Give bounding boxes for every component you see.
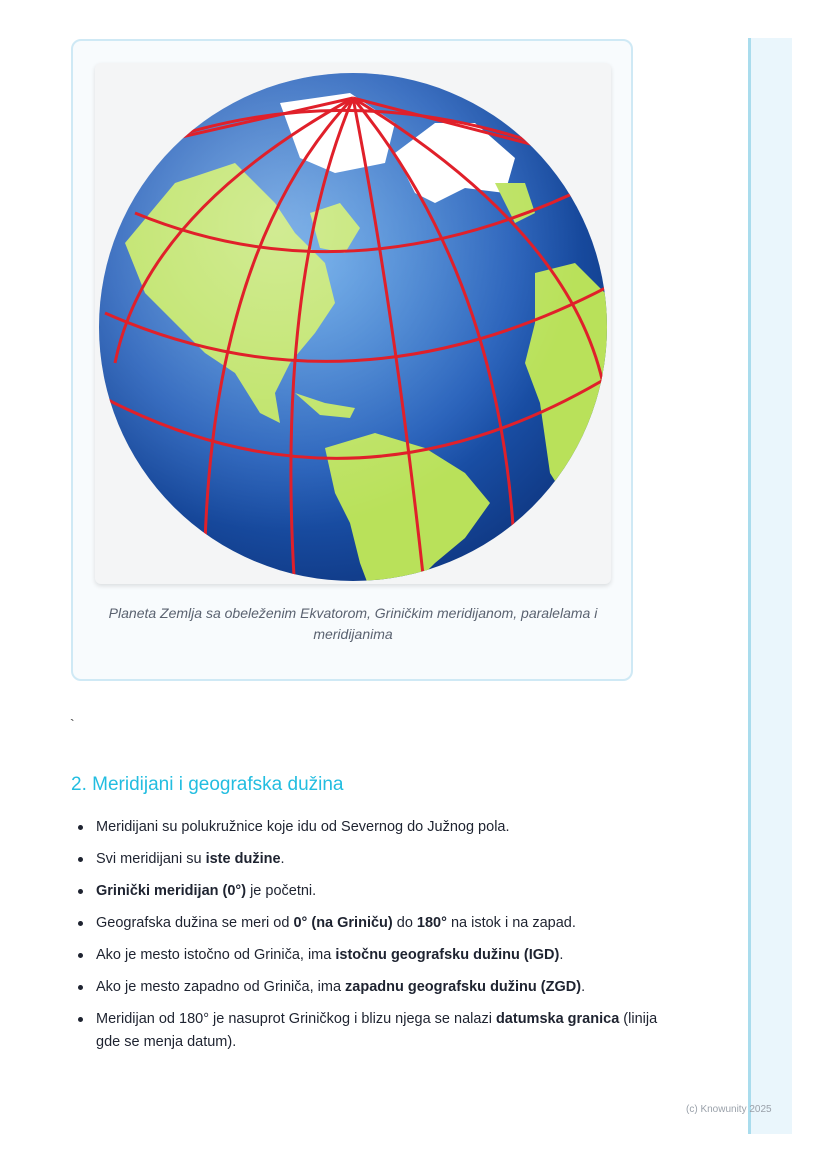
list-item: Ako je mesto istočno od Griniča, ima istočnu geografsku dužinu (IGD).	[71, 944, 661, 967]
copyright-footer: (c) Knowunity 2025	[686, 1104, 772, 1115]
list-item: Meridijan od 180° je nasuprot Griničkog i blizu njega se nalazi datumska granica (linija gde se menja datum).	[71, 1008, 661, 1054]
figure-card	[71, 39, 633, 681]
list-item: Meridijani su polukružnice koje idu od Severnog do Južnog pola.	[71, 816, 661, 839]
list-item: Ako je mesto zapadno od Griniča, ima zapadnu geografsku dužinu (ZGD).	[71, 976, 661, 999]
list-item: Grinički meridijan (0°) je početni.	[71, 880, 661, 903]
globe-illustration	[95, 63, 611, 584]
bullet-list	[71, 816, 661, 1063]
section-title: 2. Meridijani i geografska dužina	[71, 774, 344, 795]
list-item: Svi meridijani su iste dužine.	[71, 848, 661, 871]
sidebar-strip	[748, 38, 792, 1134]
list-item: Geografska dužina se meri od 0° (na Griniču) do 180° na istok i na zapad.	[71, 912, 661, 935]
earth-globe-image	[95, 63, 611, 584]
figure-caption: Planeta Zemlja sa obeleženim Ekvatorom, Griničkim meridijanom, paralelama i meridijanima	[108, 605, 598, 642]
stray-mark: `	[70, 716, 75, 732]
